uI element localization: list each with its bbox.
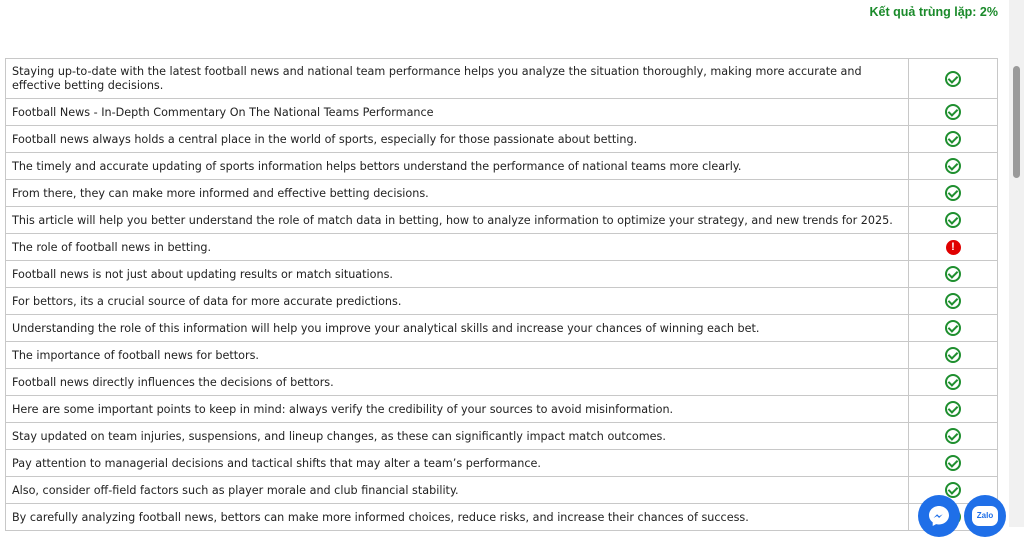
- check-circle-icon[interactable]: [945, 401, 961, 417]
- table-row: [6, 288, 998, 315]
- check-circle-icon[interactable]: [945, 266, 961, 282]
- check-circle-icon[interactable]: [945, 428, 961, 444]
- status-cell: [909, 423, 998, 450]
- status-cell: [909, 99, 998, 126]
- check-circle-icon[interactable]: [945, 185, 961, 201]
- sentence-text: The importance of football news for bettors.: [6, 342, 909, 369]
- messenger-chat-button[interactable]: [918, 495, 960, 537]
- sentence-text: The timely and accurate updating of sports information helps bettors understand the performance of national teams more clearly.: [6, 153, 909, 180]
- table-row: [6, 450, 998, 477]
- duplicate-result-label: Kết quả trùng lặp: 2%: [869, 5, 998, 19]
- table-row: [6, 59, 998, 99]
- sentence-text: Pay attention to managerial decisions and tactical shifts that may alter a team’s performance.: [6, 450, 909, 477]
- check-circle-icon[interactable]: [945, 131, 961, 147]
- check-circle-icon[interactable]: [945, 71, 961, 87]
- table-row: [6, 423, 998, 450]
- table-row: [6, 180, 998, 207]
- status-cell: [909, 342, 998, 369]
- status-cell: [909, 396, 998, 423]
- check-circle-icon[interactable]: [945, 320, 961, 336]
- sentence-text: This article will help you better understand the role of match data in betting, how to analyze information to optimize your strategy, and new trends for 2025.: [6, 207, 909, 234]
- sentence-text: By carefully analyzing football news, bettors can make more informed choices, reduce risks, and increase their chances of success.: [6, 504, 909, 531]
- status-cell: [909, 180, 998, 207]
- sentence-text: Football News - In-Depth Commentary On The National Teams Performance: [6, 99, 909, 126]
- table-row: [6, 504, 998, 531]
- status-cell: [909, 59, 998, 99]
- sentence-text: Staying up-to-date with the latest football news and national team performance helps you analyze the situation thoroughly, making more accurate and effective betting decisions.: [6, 59, 909, 99]
- sentence-text: Stay updated on team injuries, suspensions, and lineup changes, as these can significantly impact match outcomes.: [6, 423, 909, 450]
- results-table: [5, 58, 998, 531]
- table-row: [6, 396, 998, 423]
- check-circle-icon[interactable]: [945, 104, 961, 120]
- scrollbar-thumb[interactable]: [1013, 66, 1020, 178]
- table-row: [6, 153, 998, 180]
- status-cell: [909, 450, 998, 477]
- status-cell: [909, 234, 998, 261]
- status-cell: [909, 369, 998, 396]
- sentence-text: From there, they can make more informed and effective betting decisions.: [6, 180, 909, 207]
- status-cell: [909, 207, 998, 234]
- vertical-scrollbar[interactable]: [1009, 0, 1024, 527]
- table-row: [6, 234, 998, 261]
- messenger-icon: [927, 504, 951, 528]
- table-row: [6, 126, 998, 153]
- table-row: [6, 315, 998, 342]
- check-circle-icon[interactable]: [945, 347, 961, 363]
- table-row: [6, 99, 998, 126]
- sentence-text: Also, consider off-field factors such as player morale and club financial stability.: [6, 477, 909, 504]
- table-row: [6, 342, 998, 369]
- status-cell: [909, 153, 998, 180]
- sentence-text: Football news directly influences the decisions of bettors.: [6, 369, 909, 396]
- sentence-text: For bettors, its a crucial source of data for more accurate predictions.: [6, 288, 909, 315]
- status-cell: [909, 126, 998, 153]
- table-row: [6, 369, 998, 396]
- sentence-text: The role of football news in betting.: [6, 234, 909, 261]
- zalo-chat-button[interactable]: [964, 495, 1006, 537]
- table-row: [6, 207, 998, 234]
- status-cell: [909, 261, 998, 288]
- check-circle-icon[interactable]: [945, 482, 961, 498]
- table-row: [6, 477, 998, 504]
- exclamation-circle-icon[interactable]: !: [946, 240, 961, 255]
- sentence-text: Understanding the role of this information will help you improve your analytical skills and increase your chances of winning each bet.: [6, 315, 909, 342]
- check-circle-icon[interactable]: [945, 212, 961, 228]
- sentence-text: Football news always holds a central place in the world of sports, especially for those passionate about betting.: [6, 126, 909, 153]
- check-circle-icon[interactable]: [945, 455, 961, 471]
- zalo-icon: Zalo: [972, 506, 998, 526]
- sentence-text: Football news is not just about updating results or match situations.: [6, 261, 909, 288]
- check-circle-icon[interactable]: [945, 158, 961, 174]
- check-circle-icon[interactable]: [945, 374, 961, 390]
- table-row: [6, 261, 998, 288]
- status-cell: [909, 315, 998, 342]
- check-circle-icon[interactable]: [945, 293, 961, 309]
- sentence-text: Here are some important points to keep in mind: always verify the credibility of your sources to avoid misinformation.: [6, 396, 909, 423]
- results-table-wrapper: [5, 58, 998, 531]
- status-cell: [909, 288, 998, 315]
